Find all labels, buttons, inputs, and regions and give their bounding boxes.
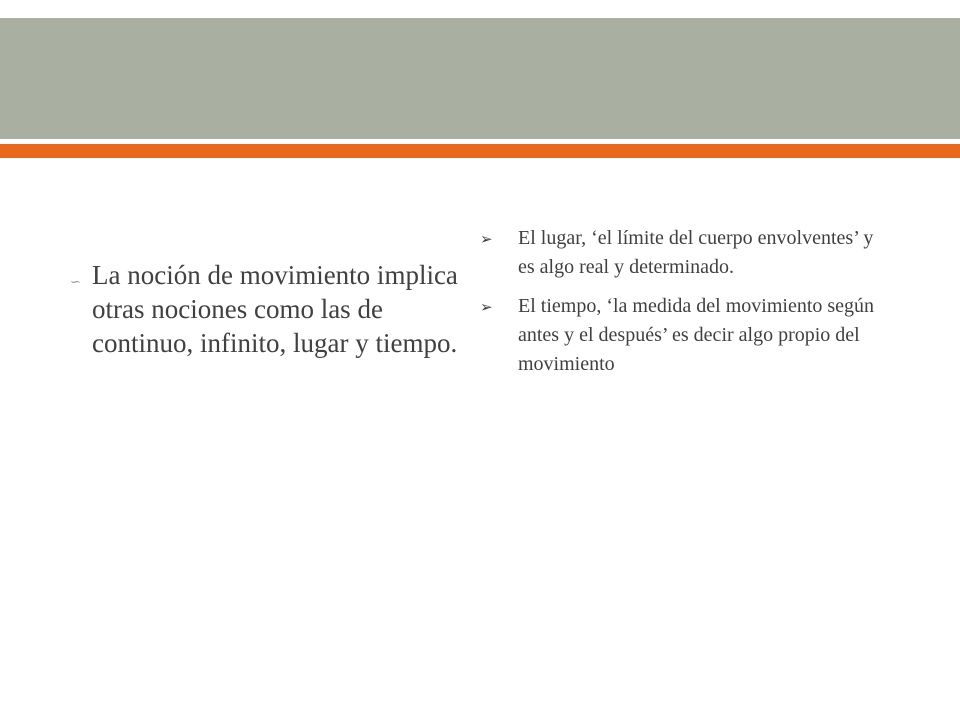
- header-band: [0, 18, 960, 139]
- right-bullet-text: El tiempo, ‘la medida del movimiento según antes y el después’ es decir algo propio del movimiento: [518, 295, 875, 375]
- left-bullet-item: [70, 258, 480, 360]
- right-bullet-item: [478, 224, 878, 282]
- accent-stripe: [0, 144, 960, 158]
- arrowhead-bullet-icon: ➢: [480, 300, 493, 316]
- right-bullet-item: [478, 292, 878, 379]
- curl-bullet-icon: ∽: [70, 274, 81, 289]
- right-content: [478, 224, 878, 389]
- arrowhead-bullet-icon: ➢: [480, 232, 493, 248]
- left-content: [70, 258, 480, 360]
- right-bullet-text: El lugar, ‘el límite del cuerpo envolventes’ y es algo real y determinado.: [518, 227, 874, 278]
- left-bullet-text: La noción de movimiento implica otras nociones como las de continuo, infinito, lugar y tiempo.: [92, 260, 458, 358]
